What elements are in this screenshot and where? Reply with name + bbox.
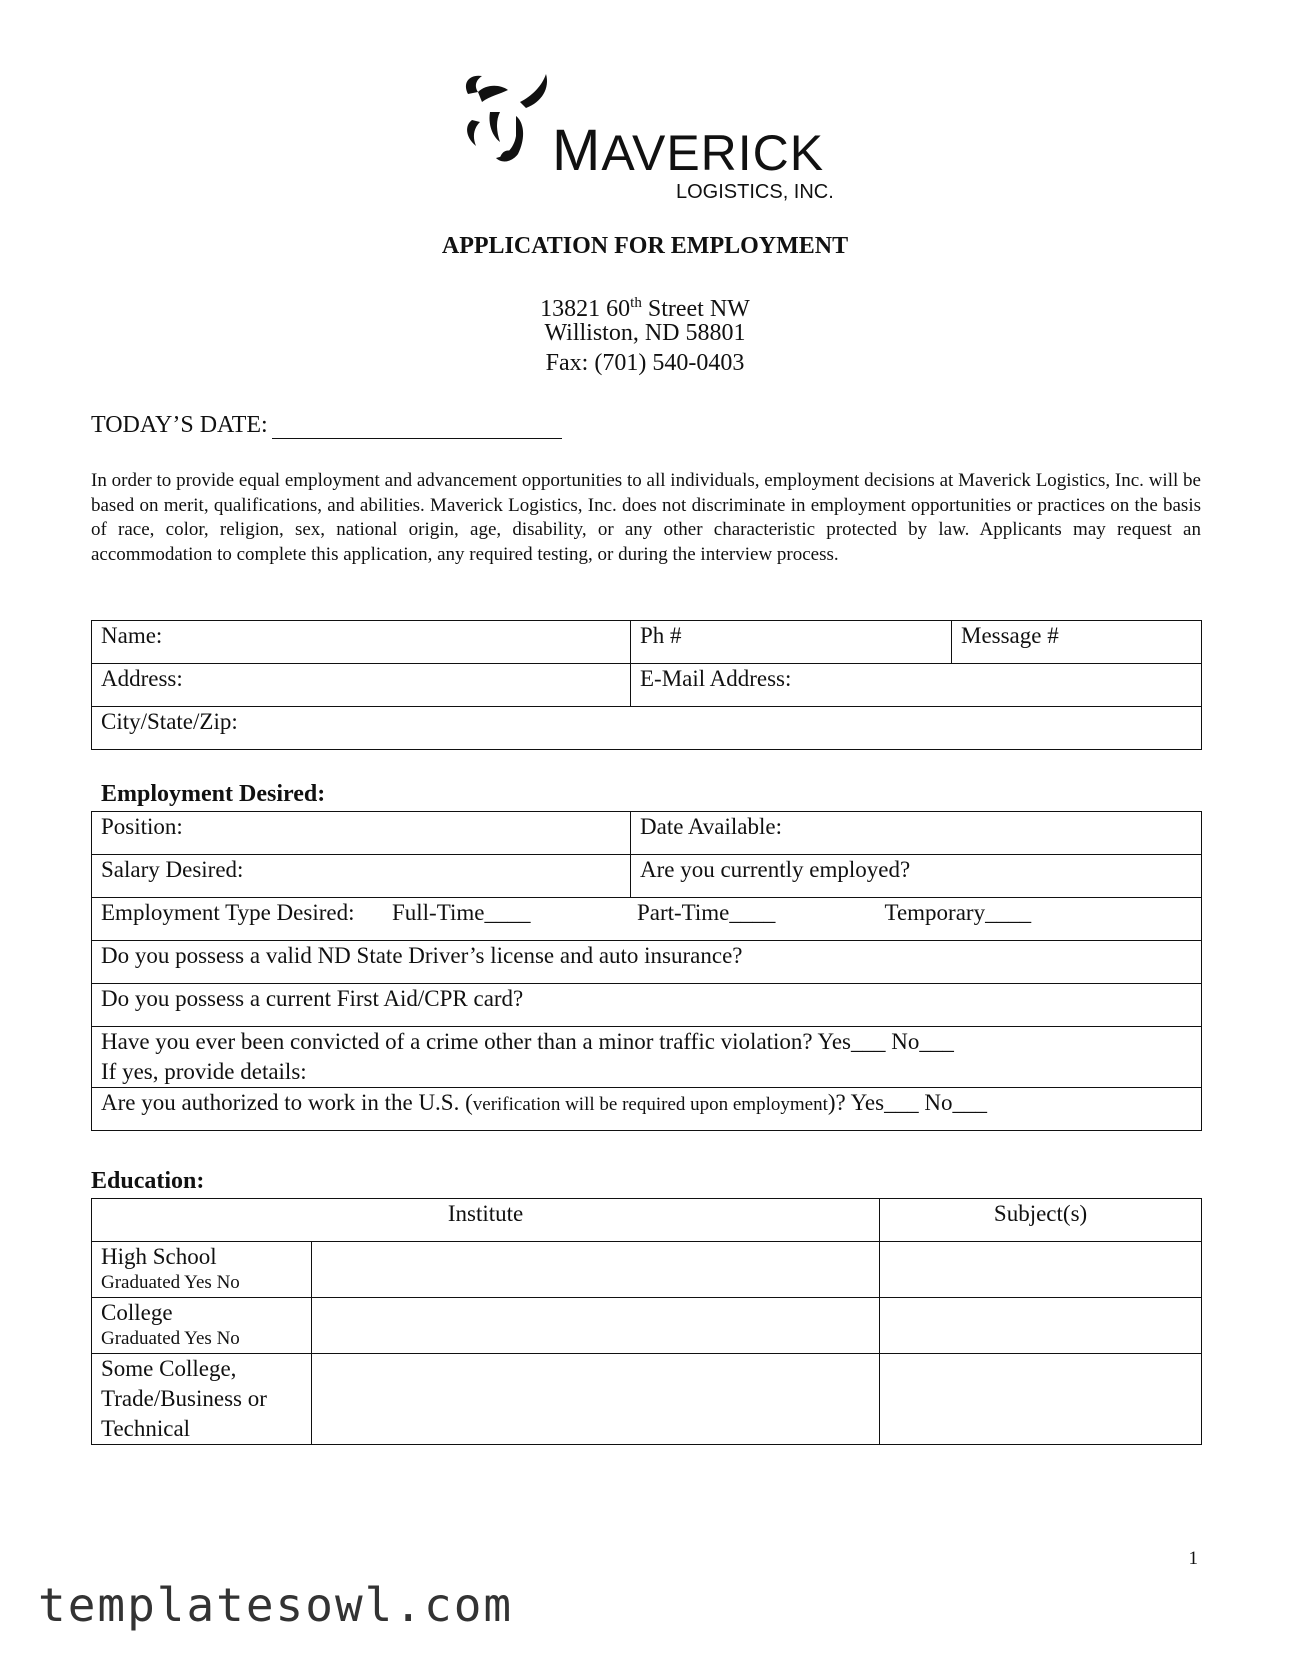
crime-question-text: Have you ever been convicted of a crime other than a minor traffic violation? Yes___ No___: [101, 1029, 954, 1054]
temporary-option[interactable]: Temporary____: [884, 900, 1032, 925]
name-field[interactable]: Name:: [92, 621, 631, 664]
employment-table: [91, 811, 1202, 1131]
full-time-option[interactable]: Full-Time____: [391, 900, 531, 925]
high-school-institute-field[interactable]: [311, 1242, 880, 1298]
education-row-label: High School Graduated Yes No: [92, 1242, 312, 1298]
trade-subjects-field[interactable]: [880, 1354, 1202, 1445]
city-state-zip-field[interactable]: City/State/Zip:: [92, 707, 1202, 750]
college-institute-field[interactable]: [311, 1298, 880, 1354]
work-authorization-question[interactable]: Are you authorized to work in the U.S. (verification will be required upon employment)? Yes___ No___: [92, 1088, 1202, 1131]
education-row-label: College Graduated Yes No: [92, 1298, 312, 1354]
address-line-2: Williston, ND 58801: [544, 320, 746, 346]
crime-details-label: If yes, provide details:: [101, 1059, 307, 1084]
education-heading: Education:: [91, 1168, 205, 1194]
phone-field[interactable]: Ph #: [631, 621, 952, 664]
date-blank-line[interactable]: [272, 414, 562, 439]
education-table: [91, 1198, 1202, 1445]
bull-head-icon: [460, 72, 552, 172]
logo-wordmark: MAVERICK: [552, 118, 825, 183]
college-subjects-field[interactable]: [880, 1298, 1202, 1354]
high-school-subjects-field[interactable]: [880, 1242, 1202, 1298]
currently-employed-field[interactable]: Are you currently employed?: [631, 855, 1202, 898]
address-field[interactable]: Address:: [92, 664, 631, 707]
education-row-label: Some College, Trade/Business or Technical: [92, 1354, 312, 1445]
employment-heading: Employment Desired:: [101, 781, 326, 807]
employment-type-row: [92, 898, 1202, 941]
position-field[interactable]: Position:: [92, 812, 631, 855]
message-field[interactable]: Message #: [952, 621, 1202, 664]
eeo-policy-text: In order to provide equal employment and advancement opportunities to all individuals, employment decisions at Maverick Logistics, Inc. will be based on merit, qualifications, and abilities. Maverick Logistics, Inc. does not discriminate in employment opportunities or practices on the basis of race, color, religion, sex, national origin, age, disability, or any other characteristic protected by law. Applicants may request an accommodation to complete this application, any required testing, or during the interview process.: [91, 470, 1201, 565]
fax-line: Fax: (701) 540-0403: [545, 350, 745, 376]
date-available-field[interactable]: Date Available:: [631, 812, 1202, 855]
subjects-column-header: Subject(s): [880, 1199, 1202, 1242]
watermark: templatesowl.com: [38, 1578, 514, 1632]
part-time-option[interactable]: Part-Time____: [636, 900, 776, 925]
salary-field[interactable]: Salary Desired:: [92, 855, 631, 898]
page-number: 1: [1188, 1548, 1198, 1569]
logo-subtitle: LOGISTICS, INC.: [676, 181, 834, 203]
email-field[interactable]: E-Mail Address:: [631, 664, 1202, 707]
company-logo: [460, 72, 840, 202]
todays-date-field[interactable]: TODAY’S DATE:: [91, 412, 562, 439]
first-aid-question[interactable]: Do you possess a current First Aid/CPR card?: [92, 984, 1202, 1027]
license-question[interactable]: Do you possess a valid ND State Driver’s license and auto insurance?: [92, 941, 1202, 984]
employment-type-label: Employment Type Desired:: [101, 900, 355, 925]
crime-question[interactable]: [92, 1027, 1202, 1088]
institute-column-header: Institute: [92, 1199, 880, 1242]
trade-institute-field[interactable]: [311, 1354, 880, 1445]
address-line-1: 13821 60th Street NW: [540, 295, 750, 322]
page-title: APPLICATION FOR EMPLOYMENT: [441, 233, 849, 259]
contact-table: [91, 620, 1202, 750]
